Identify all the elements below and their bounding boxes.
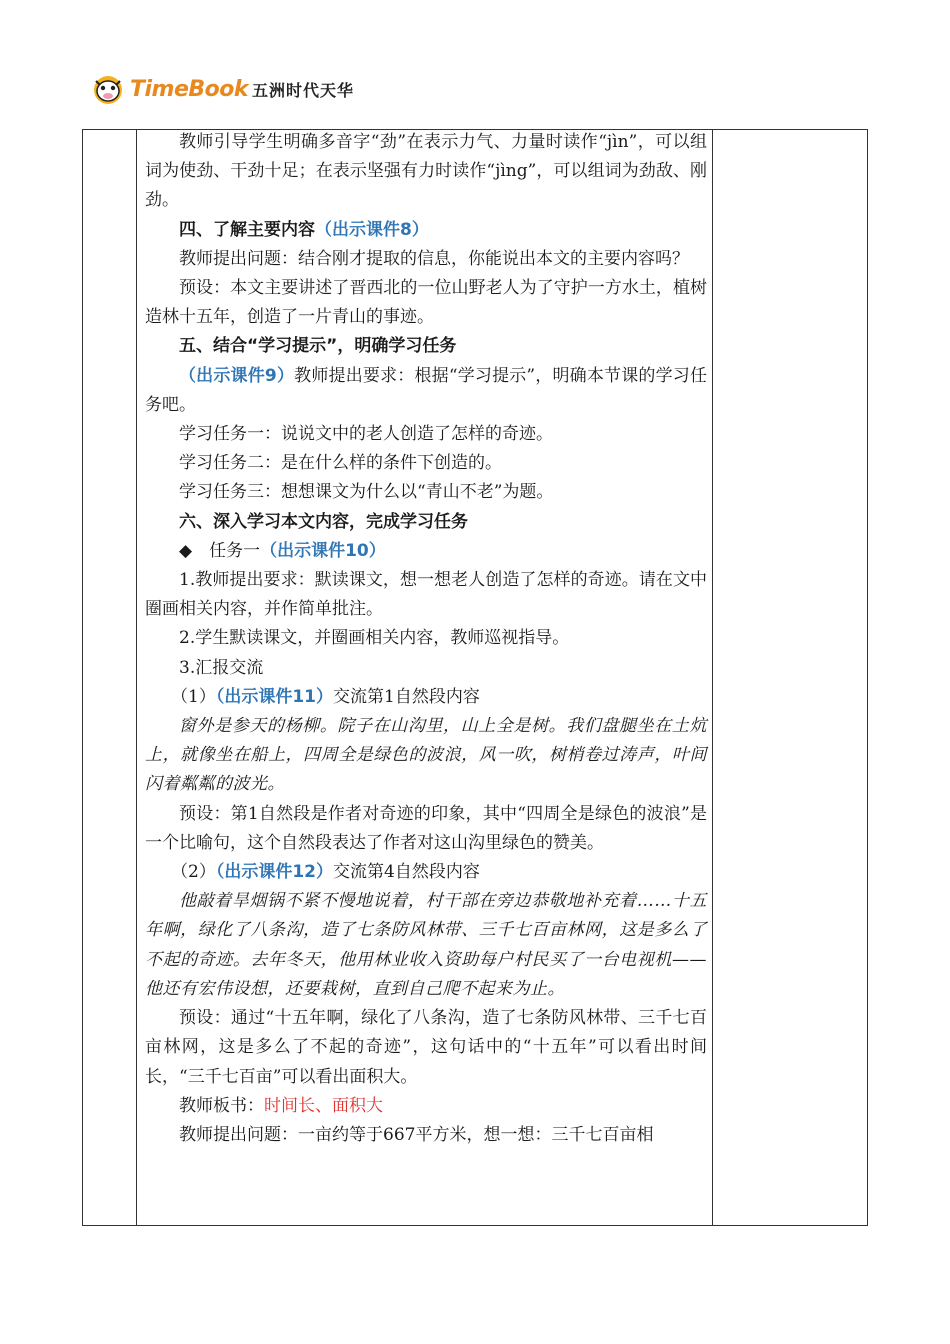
courseware-tag: （出示课件12） [215,862,333,883]
paragraph: 1.教师提出要求：默读课文，想一想老人创造了怎样的奇迹。请在文中圈画相关内容，并作简单批注。 [145,570,707,620]
header-logo [90,68,354,110]
paragraph: 预设：通过“十五年啊，绿化了八条沟，造了七条防风林带、三千七百亩林网，这是多么了不起的奇迹”，这句话中的“十五年”可以看出时间长，“三千七百亩”可以看出面积大。 [145,1008,707,1087]
courseware-tag: （出示课件8） [315,219,429,240]
paragraph: 教师提出问题：一亩约等于667平方米，想一想：三千七百亩相 [179,1124,654,1145]
paragraph: 预设：第1自然段是作者对奇迹的印象，其中“四周全是绿色的波浪”是一个比喻句，这个自然段表达了作者对这山沟里绿色的赞美。 [145,803,707,853]
section-heading: 五、结合“学习提示”，明确学习任务 [179,336,457,357]
paragraph: 3.汇报交流 [179,657,264,678]
brand-name-cn: 五洲时代天华 [252,80,355,100]
courseware-tag: （出示课件11） [215,686,333,707]
lesson-content [145,128,707,1150]
quoted-passage: 窗外是参天的杨柳。院子在山沟里，山上全是树。我们盘腿坐在土炕上，就像坐在船上，四周全是绿色的波浪，风一吹，树梢卷过涛声，叶间闪着粼粼的波光。 [145,716,707,795]
brand-name-en: TimeBook [130,76,249,102]
table-column-divider [712,130,713,1225]
paragraph: 教师引导学生明确多音字“劲”在表示力气、力量时读作“jìn”，可以组词为使劲、干劲十足；在表示坚强有力时读作“jìng”，可以组词为劲敌、刚劲。 [145,132,707,211]
paragraph: 学习任务二：是在什么样的条件下创造的。 [179,453,502,474]
paragraph: 预设：本文主要讲述了晋西北的一位山野老人为了守护一方水土，植树造林十五年，创造了一片青山的事迹。 [145,278,707,328]
sub-item: （2）（出示课件12）交流第4自然段内容 [171,862,480,883]
paragraph: 学习任务一：说说文中的老人创造了怎样的奇迹。 [179,424,553,445]
table-column-divider [136,130,137,1225]
task-heading: ◆ 任务一（出示课件10） [179,540,386,561]
section-heading: 四、了解主要内容（出示课件8） [179,219,429,240]
paragraph: 教师提出问题：结合刚才提取的信息，你能说出本文的主要内容吗？ [179,248,689,269]
sub-item: （1）（出示课件11）交流第1自然段内容 [171,686,480,707]
paragraph: 学习任务三：想想课文为什么以“青山不老”为题。 [179,482,554,503]
section-heading: 六、深入学习本文内容，完成学习任务 [179,511,468,532]
board-note: 教师板书：时间长、面积大 [179,1095,383,1116]
board-highlight: 时间长、面积大 [264,1095,383,1116]
paragraph: （出示课件9）教师提出要求：根据“学习提示”，明确本节课的学习任务吧。 [145,365,707,415]
paragraph: 2.学生默读课文，并圈画相关内容，教师巡视指导。 [179,628,570,649]
courseware-tag: （出示课件10） [260,540,386,561]
cow-logo-icon [90,71,126,107]
quoted-passage: 他敲着旱烟锅不紧不慢地说着，村干部在旁边恭敬地补充着……十五年啊，绿化了八条沟，造了七条防风林带、三千七百亩林网，这是多么了不起的奇迹。去年冬天，他用林业收入资助每户村民买了一台电视机——他还有宏伟设想，还要栽树，直到自己爬不起来为止。 [145,891,707,999]
courseware-tag: （出示课件9） [179,365,295,386]
